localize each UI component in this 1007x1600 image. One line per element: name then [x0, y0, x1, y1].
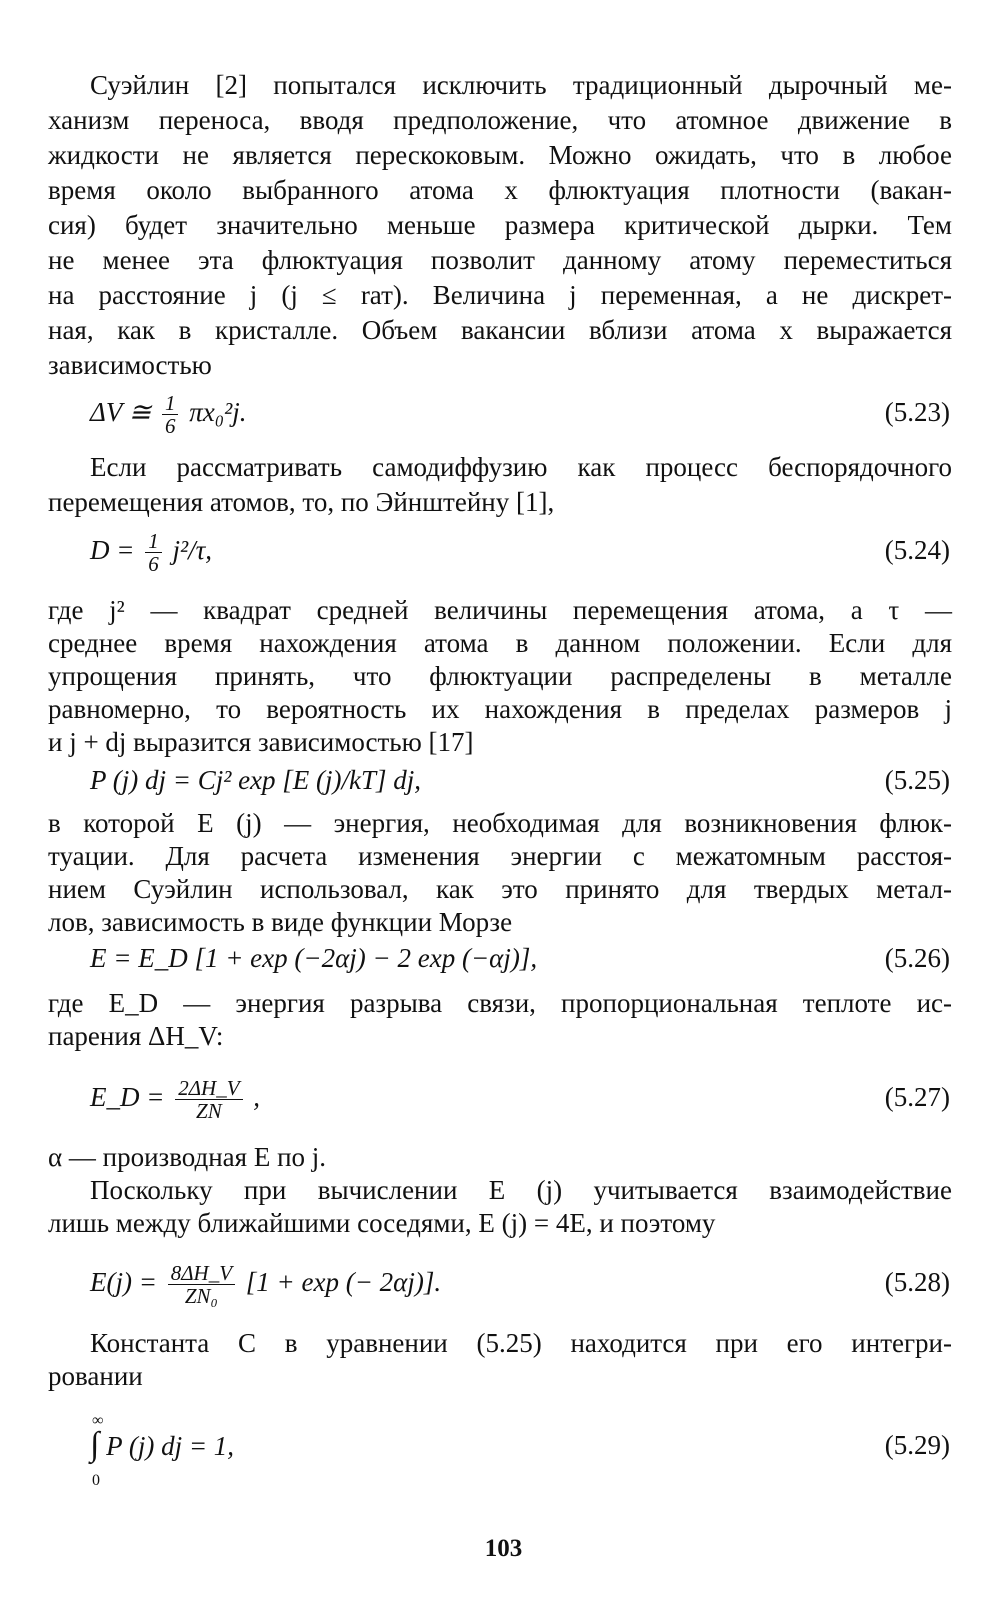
text-line: лишь между ближайшими соседями, E (j) = 4E, и поэтому [48, 1208, 716, 1238]
equation-number: (5.29) [884, 1430, 950, 1460]
equation-number: (5.27) [884, 1082, 950, 1112]
text-line: Константа C в уравнении (5.25) находится при его интегри- [90, 1328, 952, 1358]
eq-rhs: πx₀²j. [189, 397, 247, 427]
text-line: Суэйлин [2] попытался исключить традиционный дырочный ме- [90, 70, 952, 100]
integral-sign: ∫ ∞ 0 [90, 1425, 99, 1465]
numerator: 2ΔH_V [175, 1077, 242, 1100]
eq-rhs: , [253, 1082, 261, 1112]
lower-limit: 0 [92, 1472, 100, 1489]
equation-5-26 [90, 938, 950, 978]
eq-expression: E = E_D [1 + exp (−2αj) − 2 exp (−αj)], [90, 943, 538, 973]
equation-5-24 [90, 529, 950, 577]
fraction [145, 530, 162, 575]
text-line: и j + dj выразится зависимостью [17] [48, 727, 474, 757]
text-line: Поскольку при вычислении E (j) учитывается взаимодействие [90, 1175, 952, 1205]
denominator: ZN₀ [184, 1284, 218, 1309]
text-line: туации. Для расчета изменения энергии с межатомным расстоя- [48, 841, 952, 871]
text-line: где E_D — энергия разрыва связи, пропорциональная теплоте ис- [48, 988, 952, 1018]
text-line: перемещения атомов, то, по Эйнштейну [1], [48, 487, 555, 517]
equation-5-29 [90, 1412, 950, 1489]
equation-number: (5.25) [884, 765, 950, 795]
denominator: 6 [164, 414, 176, 439]
text-line: сия) будет значительно меньше размера критической дырки. Тем [48, 210, 952, 240]
eq-lhs: ΔV ≅ [90, 397, 152, 427]
fraction [168, 1262, 235, 1307]
numerator: 1 [145, 530, 162, 553]
text-line: ханизм переноса, вводя предположение, что атомное движение в [48, 105, 952, 135]
text-line: нием Суэйлин использовал, как это принято для твердых метал- [48, 874, 952, 904]
text-line: ровании [48, 1361, 143, 1391]
eq-expression: P (j) dj = 1, [106, 1431, 235, 1461]
denominator: 6 [148, 552, 159, 577]
equation-number: (5.23) [884, 397, 950, 427]
text-line: упрощения принять, что флюктуации распределены в металле [48, 661, 952, 691]
text-line: равномерно, то вероятность их нахождения в пределах размеров j [48, 694, 952, 724]
upper-limit: ∞ [92, 1412, 104, 1429]
eq-rhs: [1 + exp (− 2αj)]. [245, 1267, 442, 1297]
eq-lhs: E_D = [90, 1082, 165, 1112]
text-line: ная, как в кристалле. Объем вакансии вблизи атома x выражается [48, 315, 952, 345]
text-line: среднее время нахождения атома в данном положении. Если для [48, 628, 952, 658]
text-line: на расстояние j (j ≤ rат). Величина j переменная, а не дискрет- [48, 280, 952, 310]
text-line: лов, зависимость в виде функции Морзе [48, 907, 513, 937]
text-line: время около выбранного атома x флюктуация плотности (вакан- [48, 175, 952, 205]
text-line: где j² — квадрат средней величины перемещения атома, а τ — [48, 595, 952, 625]
fraction [175, 1077, 242, 1122]
page-number: 103 [484, 1535, 523, 1562]
equation-5-25 [90, 760, 950, 800]
text-line: α — производная E по j. [48, 1142, 327, 1172]
eq-rhs: j²/τ, [172, 535, 212, 565]
equation-number: (5.24) [884, 535, 950, 565]
equation-5-23 [90, 391, 950, 439]
text-line: жидкости не является перескоковым. Можно ожидать, что в любое [48, 140, 952, 170]
eq-lhs: E(j) = [90, 1267, 157, 1297]
equation-5-27 [90, 1076, 950, 1124]
eq-expression: P (j) dj = Cj² exp [E (j)/kT] dj, [90, 765, 422, 795]
numerator: 1 [162, 392, 179, 415]
fraction [162, 392, 179, 437]
denominator: ZN [196, 1099, 222, 1124]
eq-lhs: D = [90, 535, 135, 565]
text-line: Если рассматривать самодиффузию как процесс беспорядочного [90, 452, 952, 482]
equation-number: (5.26) [884, 943, 950, 973]
equation-5-28 [90, 1261, 950, 1309]
text-line: не менее эта флюктуация позволит данному атому переместиться [48, 245, 952, 275]
text-line: зависимостью [48, 350, 212, 380]
text-line: парения ΔH_V: [48, 1021, 224, 1051]
text-line: в которой E (j) — энергия, необходимая для возникновения флюк- [48, 808, 952, 838]
equation-number: (5.28) [884, 1267, 950, 1297]
numerator: 8ΔH_V [168, 1262, 235, 1285]
